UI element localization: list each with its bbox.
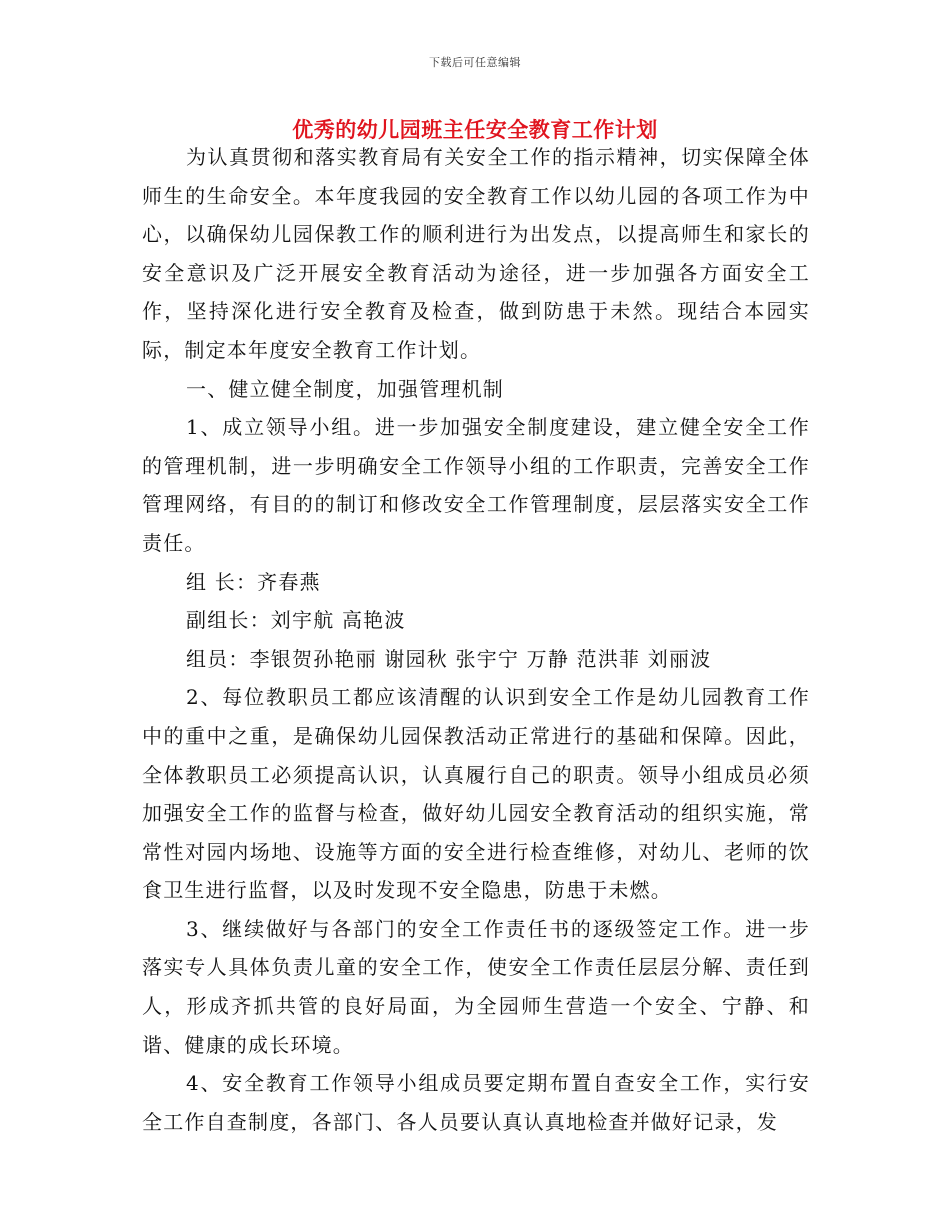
header-note: 下载后可任意编辑: [429, 56, 521, 69]
paragraph-item-4: 4、安全教育工作领导小组成员要定期布置自查安全工作，实行安全工作自查制度，各部门、各人员要认真认真地检查并做好记录，发: [142, 1071, 810, 1134]
paragraph-intro: 为认真贯彻和落实教育局有关安全工作的指示精神，切实保障全体师生的生命安全。本年度我园的安全教育工作以幼儿园的各项工作为中心，以确保幼儿园保教工作的顺利进行为出发点，以提高师生和家长的安全意识及广泛开展安全教育活动为途径，进一步加强各方面安全工作，坚持深化进行安全教育及检查，做到防患于未然。现结合本园实际，制定本年度安全教育工作计划。: [142, 145, 810, 362]
paragraph-item-1: 1、成立领导小组。进一步加强安全制度建设，建立健全安全工作的管理机制，进一步明确安全工作领导小组的工作职责，完善安全工作管理网络，有目的的制订和修改安全工作管理制度，层层落实安全工作责任。: [142, 415, 810, 555]
section-heading-1: 一、健立健全制度，加强管理机制: [186, 376, 504, 401]
group-leader: 组 长：齐春燕: [186, 569, 321, 594]
paragraph-item-3: 3、继续做好与各部门的安全工作责任书的逐级签定工作。进一步落实专人具体负责儿童的安全工作，使安全工作责任层层分解、责任到人，形成齐抓共管的良好局面，为全园师生营造一个安全、宁静、和谐、健康的成长环境。: [142, 916, 810, 1057]
group-deputy-leader: 副组长：刘宇航 高艳波: [186, 608, 406, 633]
paragraph-item-2: 2、每位教职员工都应该清醒的认识到安全工作是幼儿园教育工作中的重中之重，是确保幼儿园保教活动正常进行的基础和保障。因此，全体教职员工必须提高认识，认真履行自己的职责。领导小组成员必须加强安全工作的监督与检查，做好幼儿园安全教育活动的组织实施，常常性对园内场地、设施等方面的安全进行检查维修，对幼儿、老师的饮食卫生进行监督，以及时发现不安全隐患，防患于未燃。: [142, 685, 810, 903]
document-title: 优秀的幼儿园班主任安全教育工作计划: [292, 117, 658, 142]
document-body: [142, 138, 810, 1141]
group-members: 组员：李银贺孙艳丽 谢园秋 张宇宁 万静 范洪菲 刘丽波: [186, 646, 712, 671]
